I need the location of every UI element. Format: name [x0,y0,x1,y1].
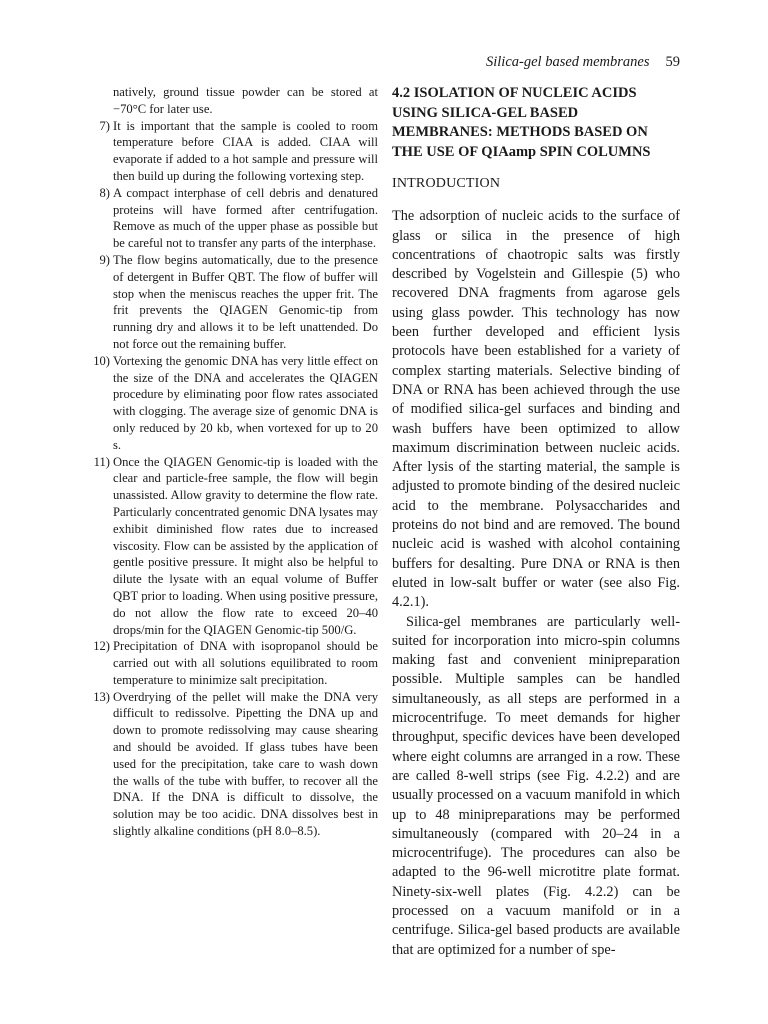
section-title: 4.2 ISOLATION OF NUCLEIC ACIDS USING SILICA-GEL BASED MEMBRANES: METHODS BASED ON THE USE OF QIAamp SPIN COLUMNS [392,85,651,160]
main-column [392,84,680,960]
note-text: It is important that the sample is cooled to room temperature before CIAA is added. CIAA will evaporate if added to a hot sample and pressure will then build up during the following vortexing step. [113,118,378,183]
introduction-heading: INTRODUCTION [392,176,501,191]
note-item-11 [84,454,378,639]
note-text: Overdrying of the pellet will make the DNA very difficult to redissolve. Pipetting the DNA up and down to promote redissolving may cause shearing and should be avoided. If glass tubes have been used for the precipitation, take care to wash down the walls of the tube with buffer, to recover all the DNA. If the DNA is difficult to dissolve, the solution may be too acidic. DNA dissolves best in slightly alkaline conditions (pH 8.0–8.5). [113,689,378,839]
note-text: Vortexing the genomic DNA has very little effect on the size of the DNA and accelerates the QIAGEN procedure by eliminating poor flow rates associated with clogging. The average size of genomic DNA is only reduced by 20 kb, when vortexed for up to 20 s. [113,353,378,452]
running-head-title: Silica-gel based membranes [486,54,650,70]
note-text: A compact interphase of cell debris and denatured proteins will have formed after centrifugation. Remove as much of the upper phase as possible but be careful not to transfer any parts of the interphase. [113,185,378,251]
note-item-9 [84,252,378,353]
note-item-10 [84,353,378,454]
note-text: The flow begins automatically, due to the presence of detergent in Buffer QBT. The flow of buffer will stop when the meniscus reaches the upper frit. The frit prevents the QIAGEN Genomic-tip from running dry and allows it to be left unattended. Do not force out the remaining buffer. [113,252,378,351]
note-number: 13) [93,689,110,704]
note-number: 12) [93,639,110,654]
note-continuation: natively, ground tissue powder can be stored at −70°C for later use. [113,85,378,116]
page-number: 59 [665,54,680,70]
running-head [486,54,680,71]
note-number: 10) [93,353,110,368]
note-text: Precipitation of DNA with isopropanol should be carried out with all solutions equilibrated to room temperature to minimize salt precipitation. [113,639,378,687]
note-number: 7) [99,118,110,133]
note-item-7 [84,118,378,185]
note-number: 9) [99,252,110,267]
notes-column [84,84,378,840]
intro-paragraph-2: Silica-gel membranes are particularly well-suited for incorporation into micro-spin columns making fast and convenient minipreparation possible. Multiple samples can be handled simultaneously, as all steps are performed in a microcentrifuge. To meet demands for higher throughput, specific devices have been developed where eight columns are arranged in a row. These are called 8-well strips (see Fig. 4.2.2) and are usually processed on a vacuum manifold in which up to 48 minipreparations may be performed simultaneously (compared with 20–24 in a microcentrifuge). The procedures can also be adapted to the 96-well microtitre plate format. Ninety-six-well plates (Fig. 4.2.2) can be processed on a vacuum manifold or in a centrifuge. Silica-gel based products are available that are optimized for a number of spe- [392,613,680,958]
note-item-8 [84,185,378,252]
note-item-12 [84,638,378,688]
note-item-13 [84,689,378,840]
notes-list [84,118,378,840]
intro-paragraph-1: The adsorption of nucleic acids to the surface of glass or silica in the presence of high concentrations of chaotropic salts was firstly described by Vogelstein and Gillespie (5) who recovered DNA fragments from agarose gels using glass powder. This technology has now been further developed and efficient lysis protocols have been established for a variety of complex starting materials. Selective binding of DNA or RNA has been achieved through the use of modified silica-gel surfaces and binding and wash buffers have been optimized to allow maximum discrimination between nucleic acids. After lysis of the starting material, the sample is adjusted to promote binding of the desired nucleic acid to the membrane. Polysaccharides and proteins do not bind and are removed. The bound nucleic acid is washed with alcohol containing buffers for desalting. Pure DNA or RNA is then eluted in low-salt buffer or water (see also Fig. 4.2.1). [392,208,680,611]
note-number: 8) [99,185,110,200]
note-number: 11) [93,454,110,469]
note-text: Once the QIAGEN Genomic-tip is loaded with the clear and particle-free sample, the flow will begin unassisted. Allow gravity to determine the flow rate. Particularly concentrated genomic DNA lysates may exhibit diminished flow rates due to increased viscosity. Flow can be assisted by the application of gentle positive pressure. It might also be helpful to dilute the lysate with an equal volume of Buffer QBT prior to loading. When using positive pressure, do not allow the flow rate to exceed 20–40 drops/min for the QIAGEN Genomic-tip 500/G. [113,454,378,637]
